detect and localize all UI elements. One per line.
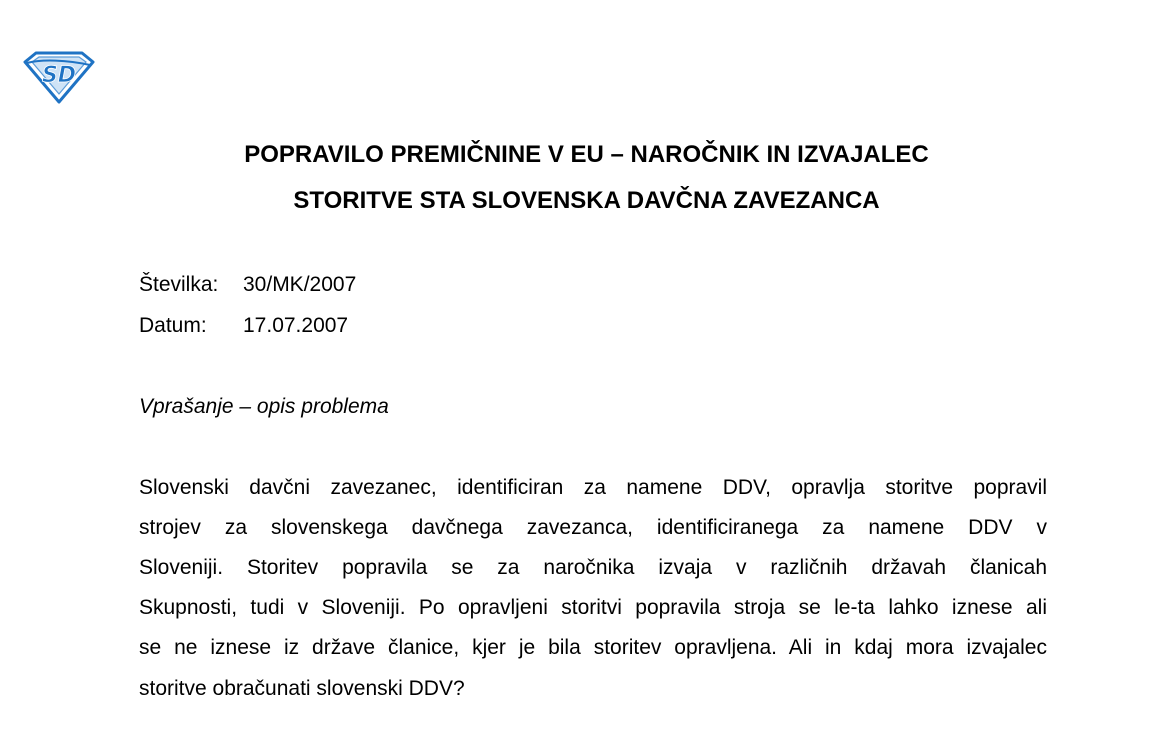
document-date-row xyxy=(139,313,348,339)
document-number-row xyxy=(139,272,356,298)
document-title-line-2: STORITVE STA SLOVENSKA DAVČNA ZAVEZANCA xyxy=(293,187,880,214)
document-title-line-1: POPRAVILO PREMIČNINE V EU – NAROČNIK IN IZVAJALEC xyxy=(244,141,929,168)
sd-shield-logo-icon xyxy=(22,50,96,104)
svg-text:SD: SD xyxy=(41,63,77,88)
body-line-last: storitve obračunati slovenski DDV? xyxy=(139,677,465,700)
document-date-value: 17.07.2007 xyxy=(243,314,349,337)
body-line: Skupnosti, tudi v Sloveniji. Po opravljeni storitvi popravila stroja se le-ta lahko iznese ali xyxy=(139,596,1047,619)
section-heading: Vprašanje – opis problema xyxy=(139,395,389,418)
body-line: strojev za slovenskega davčnega zavezanca, identificiranega za namene DDV v xyxy=(139,516,1047,539)
document-number-value: 30/MK/2007 xyxy=(243,273,357,296)
document-number-label: Številka: xyxy=(139,273,219,296)
body-line: Slovenski davčni zavezanec, identificiran za namene DDV, opravlja storitve popravil xyxy=(139,476,1047,499)
body-line: Sloveniji. Storitev popravila se za naročnika izvaja v različnih državah članicah xyxy=(139,556,1047,579)
body-line: se ne iznese iz države članice, kjer je bila storitev opravljena. Ali in kdaj mora izvajalec xyxy=(139,636,1047,659)
document-date-label: Datum: xyxy=(139,314,207,337)
